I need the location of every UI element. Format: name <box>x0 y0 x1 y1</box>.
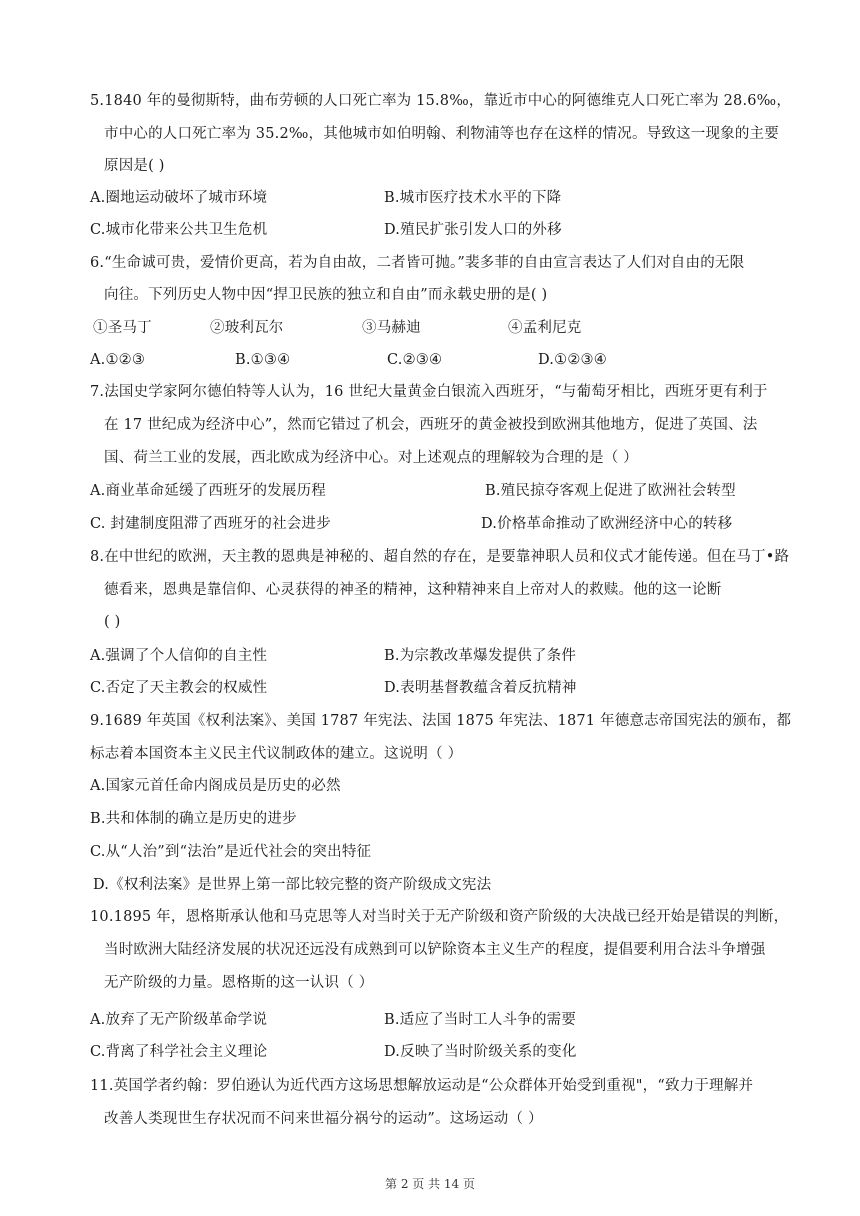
option-a: A.强调了个人信仰的自主性 <box>90 648 268 664</box>
option-a: A.国家元首任命内阁成员是历史的必然 <box>90 778 341 794</box>
question-stem-line: 市中心的人口死亡率为 35.2‰，其他城市如伯明翰、利物浦等也存在这样的情况。导致这一现象的主要 <box>104 126 779 142</box>
question-stem-line: 德看来，恩典是靠信仰、心灵获得的神圣的精神，这种精神来自上帝对人的救赎。他的这一论断 <box>104 582 722 598</box>
option-b: B.殖民掠夺客观上促进了欧洲社会转型 <box>485 483 736 499</box>
question-stem-line: 无产阶级的力量。恩格斯的这一认识（ ） <box>104 975 374 991</box>
option-c: C.②③④ <box>387 352 443 368</box>
option-b: B.共和体制的确立是历史的进步 <box>90 811 297 827</box>
question-stem-line: 11.英国学者约翰：罗伯逊认为近代西方这场思想解放运动是“公众群体开始受到重视"，“致力于理解并 <box>90 1078 754 1094</box>
option-d: D.价格革命推动了欧洲经济中心的转移 <box>481 516 733 532</box>
option-a: A.①②③ <box>90 352 146 368</box>
choice-item: ③马赫迪 <box>362 320 421 336</box>
option-a: A.放弃了无产阶级革命学说 <box>90 1012 268 1028</box>
question-stem-line: 5.1840 年的曼彻斯特，曲布劳顿的人口死亡率为 15.8‰，靠近市中心的阿德维克人口死亡率为 28.6‰， <box>90 93 792 109</box>
option-b: B.①③④ <box>235 352 291 368</box>
option-b: B.城市医疗技术水平的下降 <box>384 190 562 206</box>
choice-item: ②玻利瓦尔 <box>210 320 284 336</box>
choice-item: ①圣马丁 <box>93 320 152 336</box>
option-d: D.表明基督教蕴含着反抗精神 <box>384 680 577 696</box>
option-b: B.适应了当时工人斗争的需要 <box>384 1012 577 1028</box>
question-stem-line: 原因是( ) <box>104 158 165 174</box>
option-c: C.否定了天主教会的权威性 <box>90 680 268 696</box>
option-b: B.为宗教改革爆发提供了条件 <box>384 648 577 664</box>
option-c: C.背离了科学社会主义理论 <box>90 1044 268 1060</box>
question-stem-line: ( ) <box>104 614 121 630</box>
question-stem-line: 8.在中世纪的欧洲，天主教的恩典是神秘的、超自然的存在，是要靠神职人员和仪式才能传递。但在马丁•路 <box>90 549 790 565</box>
question-stem-line: 7.法国史学家阿尔德伯特等人认为，16 世纪大量黄金白银流入西班牙，“与葡萄牙相比，西班牙更有利于 <box>90 384 768 400</box>
option-a: A.圈地运动破坏了城市环境 <box>90 190 268 206</box>
question-stem-line: 国、荷兰工业的发展，西北欧成为经济中心。对上述观点的理解较为合理的是（ ） <box>104 450 639 466</box>
option-d: D.反映了当时阶级关系的变化 <box>384 1044 577 1060</box>
question-stem-line: 在 17 世纪成为经济中心”，然而它错过了机会，西班牙的黄金被投到欧洲其他地方，促进了英国、法 <box>104 417 758 433</box>
option-a: A.商业革命延缓了西班牙的发展历程 <box>90 483 326 499</box>
option-c: C.城市化带来公共卫生危机 <box>90 222 268 238</box>
option-d: D.殖民扩张引发人口的外移 <box>384 222 562 238</box>
question-stem-line: 向往。下列历史人物中因“捍卫民族的独立和自由”而永载史册的是( ) <box>104 287 548 303</box>
question-stem-line: 9.1689 年英国《权利法案》、美国 1787 年宪法、法国 1875 年宪法、1871 年德意志帝国宪法的颁布，都 <box>90 713 792 729</box>
option-d: D.《权利法案》是世界上第一部比较完整的资产阶级成文宪法 <box>93 877 492 893</box>
question-stem-line: 6.“生命诚可贵，爱情价更高，若为自由故，二者皆可抛。”裴多菲的自由宣言表达了人们对自由的无限 <box>90 255 745 271</box>
page-footer: 第 2 页 共 14 页 <box>385 1177 475 1191</box>
question-stem-line: 改善人类现世生存状况而不问来世福分祸兮的运动”。这场运动（ ） <box>104 1111 543 1127</box>
question-stem-line: 10.1895 年，恩格斯承认他和马克思等人对当时关于无产阶级和资产阶级的大决战已经开始是错误的判断， <box>90 909 789 925</box>
option-c: C.从“人治”到“法治”是近代社会的突出特征 <box>90 844 372 860</box>
question-stem-line: 当时欧洲大陆经济发展的状况还远没有成熟到可以铲除资本主义生产的程度，提倡要利用合法斗争增强 <box>104 942 766 958</box>
choice-item: ④孟利尼克 <box>508 320 582 336</box>
question-stem-line: 标志着本国资本主义民主代议制政体的建立。这说明（ ） <box>90 746 463 762</box>
option-c: C. 封建制度阻滞了西班牙的社会进步 <box>90 516 331 532</box>
option-d: D.①②③④ <box>538 352 607 368</box>
